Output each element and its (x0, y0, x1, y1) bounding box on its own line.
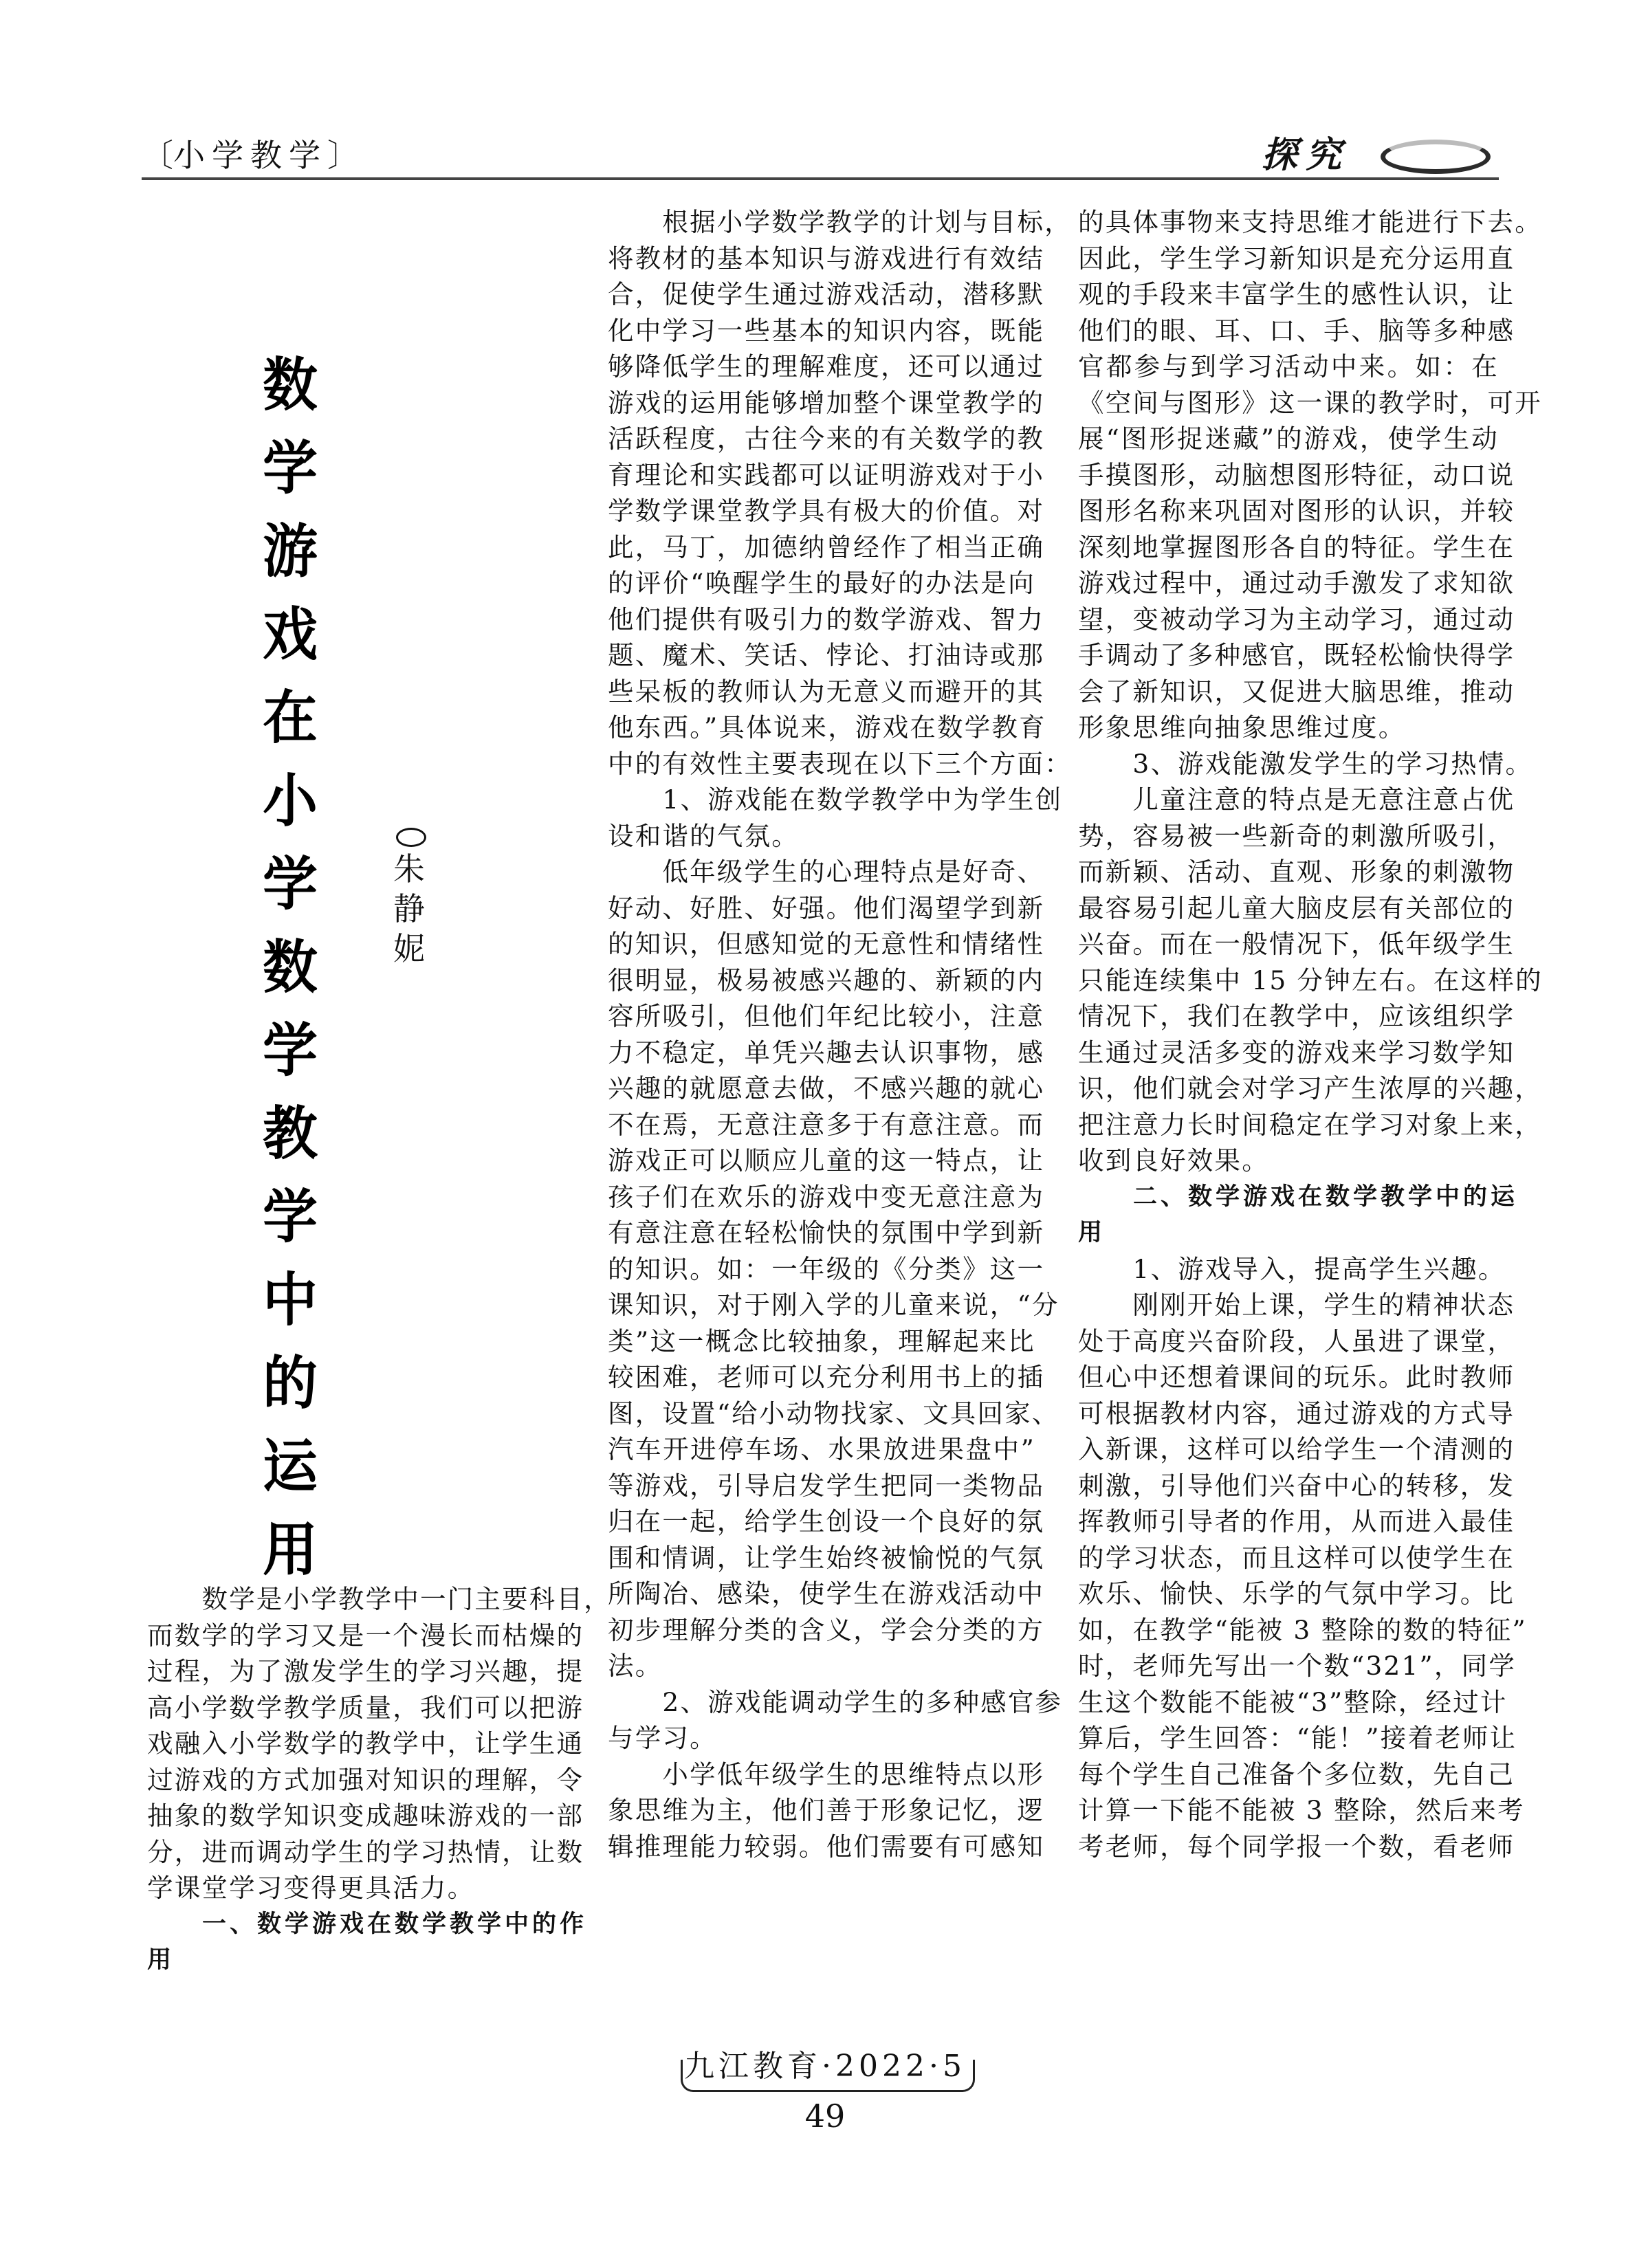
text-line: 3、游戏能激发学生的学习热情。 (1078, 748, 1533, 779)
paragraph (608, 782, 1063, 854)
text-line: 些呆板的教师认为无意义而避开的其 (608, 676, 1045, 707)
paragraph (1078, 1251, 1506, 1288)
text-line: 育理论和实践都可以证明游戏对于小 (608, 459, 1045, 490)
text-line: 他东西。”具体说来，游戏在数学教育 (608, 712, 1046, 742)
text-line: 势，容易被一些新奇的刺激所吸引， (1078, 820, 1515, 851)
text-line: 如，在教学“能被 3 整除的数的特征” (1078, 1614, 1527, 1645)
text-line: 不在焉，无意注意多于有意注意。而 (608, 1109, 1045, 1140)
text-line: 象思维为主，他们善于形象记忆，逻 (608, 1795, 1045, 1825)
text-line: 低年级学生的心理特点是好奇、 (608, 857, 1045, 887)
text-line: 最容易引起儿童大脑皮层有关部位的 (1078, 892, 1515, 923)
section-label (142, 135, 359, 176)
text-line: 深刻地掌握图形各自的特征。学生在 (1078, 531, 1515, 562)
title-char: 用 (263, 1516, 318, 1583)
text-line: 辑推理能力较弱。他们需要有可感知 (608, 1831, 1045, 1862)
section-label-text: 小学教学 (173, 137, 327, 174)
title-char: 学 (263, 434, 318, 502)
text-line: 计算一下能不能被 3 整除，然后来考 (1078, 1795, 1525, 1825)
text-line: 生通过灵活多变的游戏来学习数学知 (1078, 1037, 1515, 1068)
text-line: 儿童注意的特点是无意注意占优 (1078, 784, 1515, 815)
text-line: 1、游戏导入，提高学生兴趣。 (1078, 1253, 1506, 1284)
text-line: 因此，学生学习新知识是充分运用直 (1078, 243, 1515, 274)
author-char: 静 (393, 890, 425, 927)
text-line: 用 (147, 1946, 175, 1974)
text-line: 图形名称来巩固对图形的认识，并较 (1078, 496, 1515, 526)
text-line: 所陶冶、感染，使学生在游戏活动中 (608, 1578, 1045, 1609)
text-line: 用 (1078, 1219, 1106, 1246)
text-line: 兴趣的就愿意去做，不感兴趣的就心 (608, 1073, 1045, 1103)
text-line: 活跃程度，古往今来的有关数学的教 (608, 423, 1045, 454)
text-line: 课知识，对于刚入学的儿童来说，“分 (608, 1290, 1059, 1320)
text-line: 小学低年级学生的思维特点以形 (608, 1759, 1045, 1790)
author-char: 朱 (393, 850, 425, 888)
text-line: 数学是小学教学中一门主要科目， (147, 1584, 611, 1614)
section-heading (1078, 1179, 1519, 1251)
text-line: 很明显，极易被感兴趣的、新颖的内 (608, 965, 1045, 995)
author-char: 妮 (393, 930, 425, 967)
text-line: 中的有效性主要表现在以下三个方面： (608, 748, 1072, 779)
text-line: 他们提供有吸引力的数学游戏、智力 (608, 604, 1045, 635)
title-char: 在 (263, 684, 318, 751)
text-line: 2、游戏能调动学生的多种感官参 (608, 1686, 1063, 1717)
text-line: 把注意力长时间稳定在学习对象上来， (1078, 1109, 1542, 1140)
text-line: 每个学生自己准备个多位数，先自己 (1078, 1759, 1515, 1790)
text-line: 生这个数能不能被“3”整除，经过计 (1078, 1686, 1508, 1717)
text-line: 游戏的运用能够增加整个课堂教学的 (608, 387, 1045, 418)
text-line: 识，他们就会对学习产生浓厚的兴趣， (1078, 1073, 1542, 1103)
title-char: 的 (263, 1350, 318, 1417)
bracket-open: 〔 (142, 137, 173, 174)
text-line: 欢乐、愉快、乐学的气氛中学习。比 (1078, 1578, 1515, 1609)
text-line: 形象思维向抽象思维过度。 (1078, 712, 1406, 742)
text-line: 够降低学生的理解难度，还可以通过 (608, 351, 1045, 382)
title-char: 中 (263, 1266, 318, 1334)
text-line: 归在一起，给学生创设一个良好的氛 (608, 1506, 1045, 1537)
text-line: 化中学习一些基本的知识内容，既能 (608, 315, 1045, 346)
paragraph (608, 854, 1059, 1684)
text-line: 兴奋。而在一般情况下，低年级学生 (1078, 929, 1515, 959)
text-line: 初步理解分类的含义，学会分类的方 (608, 1614, 1045, 1645)
text-line: 将教材的基本知识与游戏进行有效结 (608, 243, 1045, 274)
text-line: 的知识。如：一年级的《分类》这一 (608, 1253, 1045, 1284)
text-line: 刺激，引导他们兴奋中心的转移，发 (1078, 1470, 1515, 1501)
topic-label: 探究 (1262, 134, 1350, 176)
text-line: 展“图形捉迷藏”的游戏，使学生动 (1078, 423, 1499, 454)
text-line: 的知识，但感知觉的无意性和情绪性 (608, 929, 1045, 959)
text-line: 根据小学数学教学的计划与目标， (608, 207, 1072, 237)
text-line: 题、魔术、笑话、悖论、打油诗或那 (608, 640, 1045, 670)
paragraph (608, 1684, 1063, 1757)
text-line: 类”这一概念比较抽象，理解起来比 (608, 1325, 1035, 1356)
text-line: 高小学数学教学质量，我们可以把游 (147, 1692, 584, 1723)
bracket-close: 〕 (327, 137, 359, 174)
text-line: 戏融入小学数学的教学中，让学生通 (147, 1728, 584, 1759)
text-line: 有意注意在轻松愉快的氛围中学到新 (608, 1218, 1045, 1248)
text-line: 《空间与图形》这一课的教学时，可开 (1078, 387, 1542, 418)
text-line: 游戏过程中，通过动手激发了求知欲 (1078, 568, 1515, 598)
text-line: 过程，为了激发学生的学习兴趣，提 (147, 1656, 584, 1686)
text-line: 观的手段来丰富学生的感性认识，让 (1078, 279, 1515, 309)
text-line: 围和情调，让学生始终被愉悦的气氛 (608, 1542, 1045, 1573)
journal-issue: 九江教育·2022·5 (684, 2049, 966, 2084)
text-line: 手摸图形，动脑想图形特征，动口说 (1078, 459, 1515, 490)
text-line: 刚刚开始上课，学生的精神状态 (1078, 1290, 1515, 1320)
article-title (256, 344, 325, 1592)
title-char: 运 (263, 1433, 318, 1500)
text-line: 游戏正可以顺应儿童的这一特点，让 (608, 1145, 1045, 1176)
oval-ring-icon (1381, 140, 1491, 174)
text-line: 的具体事物来支持思维才能进行下去。 (1078, 207, 1542, 237)
text-line: 法。 (608, 1651, 663, 1681)
text-line: 入新课，这样可以给学生一个清测的 (1078, 1434, 1515, 1464)
author-marker-icon (396, 828, 426, 847)
column-left (147, 1581, 611, 1979)
text-line: 考老师，每个同学报一个数，看老师 (1078, 1831, 1515, 1862)
text-line: 的学习状态，而且这样可以使学生在 (1078, 1542, 1515, 1573)
text-line: 1、游戏能在数学教学中为学生创 (608, 784, 1063, 815)
text-line: 此，马丁，加德纳曾经作了相当正确 (608, 531, 1045, 562)
text-line: 孩子们在欢乐的游戏中变无意注意为 (608, 1181, 1045, 1212)
text-line: 与学习。 (608, 1723, 717, 1753)
text-line: 官都参与到学习活动中来。如：在 (1078, 351, 1499, 382)
paragraph (1078, 204, 1542, 746)
section-heading (147, 1906, 588, 1979)
title-char: 学 (263, 1017, 318, 1084)
title-char: 游 (263, 518, 318, 585)
text-line: 算后，学生回答：“能！”接着老师让 (1078, 1723, 1517, 1753)
paragraph (608, 1757, 1045, 1865)
paragraph (1078, 1287, 1527, 1864)
text-line: 收到良好效果。 (1078, 1145, 1269, 1176)
text-line: 只能连续集中 15 分钟左右。在这样的 (1078, 965, 1543, 995)
text-line: 设和谐的气氛。 (608, 820, 799, 851)
text-line: 二、数学游戏在数学教学中的运 (1078, 1182, 1519, 1211)
text-line: 学数学课堂教学具有极大的价值。对 (608, 496, 1045, 526)
text-line: 时，老师先写出一个数“321”，同学 (1078, 1651, 1517, 1681)
text-line: 过游戏的方式加强对知识的理解，令 (147, 1764, 584, 1795)
text-line: 处于高度兴奋阶段，人虽进了课堂， (1078, 1325, 1515, 1356)
text-line: 会了新知识，又促进大脑思维，推动 (1078, 676, 1515, 707)
title-char: 数 (263, 934, 318, 1001)
text-line: 汽车开进停车场、水果放进果盘中” (608, 1434, 1035, 1464)
text-line: 较困难，老师可以充分利用书上的插 (608, 1362, 1045, 1392)
page-number: 49 (804, 2098, 846, 2135)
paragraph (1078, 782, 1543, 1179)
title-char: 学 (263, 1183, 318, 1251)
title-char: 小 (263, 767, 318, 835)
column-right (1078, 204, 1543, 1864)
text-line: 手调动了多种感官，既轻松愉快得学 (1078, 640, 1515, 670)
text-line: 一、数学游戏在数学教学中的作 (147, 1910, 588, 1938)
text-line: 合，促使学生通过游戏活动，潜移默 (608, 279, 1045, 309)
header-divider (142, 177, 1499, 180)
text-line: 而新颖、活动、直观、形象的刺激物 (1078, 857, 1515, 887)
text-line: 容所吸引，但他们年纪比较小，注意 (608, 1001, 1045, 1031)
text-line: 等游戏，引导启发学生把同一类物品 (608, 1470, 1045, 1501)
text-line: 好动、好胜、好强。他们渴望学到新 (608, 892, 1045, 923)
title-char: 数 (263, 351, 318, 419)
text-line: 的评价“唤醒学生的最好的办法是向 (608, 568, 1035, 598)
paragraph (608, 204, 1072, 782)
text-line: 可根据教材内容，通过游戏的方式导 (1078, 1398, 1515, 1429)
paragraph (1078, 746, 1533, 782)
text-line: 情况下，我们在教学中，应该组织学 (1078, 1001, 1515, 1031)
text-line: 力不稳定，单凭兴趣去认识事物，感 (608, 1037, 1045, 1068)
title-char: 戏 (263, 601, 318, 668)
text-line: 望，变被动学习为主动学习，通过动 (1078, 604, 1515, 635)
title-char: 学 (263, 850, 318, 918)
text-line: 挥教师引导者的作用，从而进入最佳 (1078, 1506, 1515, 1537)
author-name (392, 849, 426, 969)
text-line: 但心中还想着课间的玩乐。此时教师 (1078, 1362, 1515, 1392)
text-line: 图，设置“给小动物找家、文具回家、 (608, 1398, 1059, 1429)
text-line: 学课堂学习变得更具活力。 (147, 1873, 475, 1903)
text-line: 而数学的学习又是一个漫长而枯燥的 (147, 1620, 584, 1651)
text-line: 抽象的数学知识变成趣味游戏的一部 (147, 1801, 584, 1831)
text-line: 他们的眼、耳、口、手、脑等多种感 (1078, 315, 1515, 346)
paragraph (147, 1581, 611, 1906)
text-line: 分，进而调动学生的学习热情，让数 (147, 1836, 584, 1867)
title-char: 教 (263, 1100, 318, 1167)
column-middle (608, 204, 1072, 1864)
